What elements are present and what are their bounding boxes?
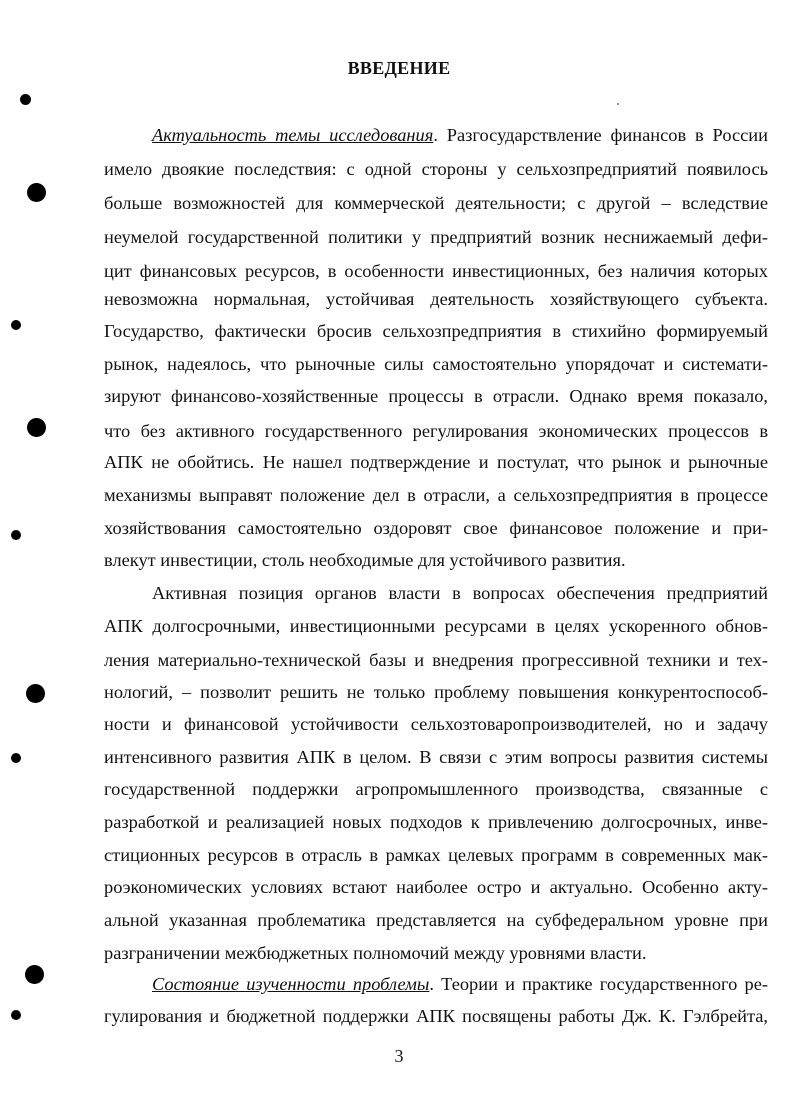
binding-hole (11, 753, 21, 763)
text-line: Состояние изученности проблемы. Теории и практике государственного ре- (152, 974, 768, 994)
section-heading-relevance: Актуальность темы исследования (152, 125, 434, 145)
text-line: альной указанная проблематика представляется на субфедеральном уровне при (104, 910, 768, 930)
text-line: больше возможностей для коммерческой деятельности; с другой – вследствие (104, 193, 768, 213)
text-line: разграничении межбюджетных полномочий между уровнями власти. (104, 943, 647, 963)
binding-hole (11, 530, 21, 540)
text-line: АПК долгосрочными, инвестиционными ресурсами в целях ускоренного обнов- (104, 616, 768, 636)
binding-hole (26, 684, 45, 703)
binding-hole (20, 94, 31, 105)
page-title: ВВЕДЕНИЕ (347, 58, 451, 78)
text-line: имело двоякие последствия: с одной стороны у сельхозпредприятий появилось (104, 159, 768, 179)
text-line: интенсивного развития АПК в целом. В связи с этим вопросы развития системы (104, 747, 768, 767)
text-line: рынок, надеялось, что рыночные силы самостоятельно упорядочат и системати- (104, 354, 768, 374)
section-heading-state: Состояние изученности проблемы (152, 974, 430, 994)
binding-hole (25, 965, 44, 984)
text-line: АПК не обойтись. Не нашел подтверждение и постулат, что рынок и рыночные (104, 452, 768, 472)
text-line: зируют финансово-хозяйственные процессы в отрасли. Однако время показало, (104, 386, 768, 406)
text-line: неумелой государственной политики у предприятий возник неснижаемый дефи- (104, 227, 768, 247)
scan-speck (617, 103, 619, 105)
text-line: нологий, – позволит решить не только проблему повышения конкурентоспособ- (104, 682, 768, 702)
binding-hole (27, 418, 46, 437)
text-line: стиционных ресурсов в отрасль в рамках целевых программ в современных мак- (104, 845, 768, 865)
text-line: роэкономических условиях встают наиболее остро и актуально. Особенно акту- (104, 877, 768, 897)
text-line: хозяйствования самостоятельно оздоровят свое финансовое положение и при- (104, 518, 768, 538)
binding-hole (11, 1010, 21, 1020)
text-line: механизмы выправят положение дел в отрасли, а сельхозпредприятия в процессе (104, 485, 768, 505)
text-line: гулирования и бюджетной поддержки АПК посвящены работы Дж. К. Гэлбрейта, (104, 1006, 768, 1026)
text-line: разработкой и реализацией новых подходов к привлечению долгосрочных, инве- (104, 812, 768, 832)
text-line: Активная позиция органов власти в вопросах обеспечения предприятий (152, 583, 768, 603)
binding-hole (27, 183, 46, 202)
text-line: ления материально-технической базы и внедрения прогрессивной техники и тех- (104, 650, 768, 670)
text-line: государственной поддержки агропромышленного производства, связанные с (104, 779, 768, 799)
text-line: Государство, фактически бросив сельхозпредприятия в стихийно формируемый (104, 321, 768, 341)
text-line: цит финансовых ресурсов, в особенности инвестиционных, без наличия которых (104, 261, 768, 281)
text-line: что без активного государственного регулирования экономических процессов в (104, 421, 768, 441)
text-line: невозможна нормальная, устойчивая деятельность хозяйствующего субъекта. (104, 289, 768, 309)
text-line: влекут инвестиции, столь необходимые для устойчивого развития. (104, 550, 626, 570)
binding-hole (11, 320, 21, 330)
page-number: 3 (394, 1046, 404, 1066)
text-line: Актуальность темы исследования. Разгосударствление финансов в России (152, 125, 768, 145)
text-line: ности и финансовой устойчивости сельхозтоваропроизводителей, но и задачу (104, 714, 768, 734)
